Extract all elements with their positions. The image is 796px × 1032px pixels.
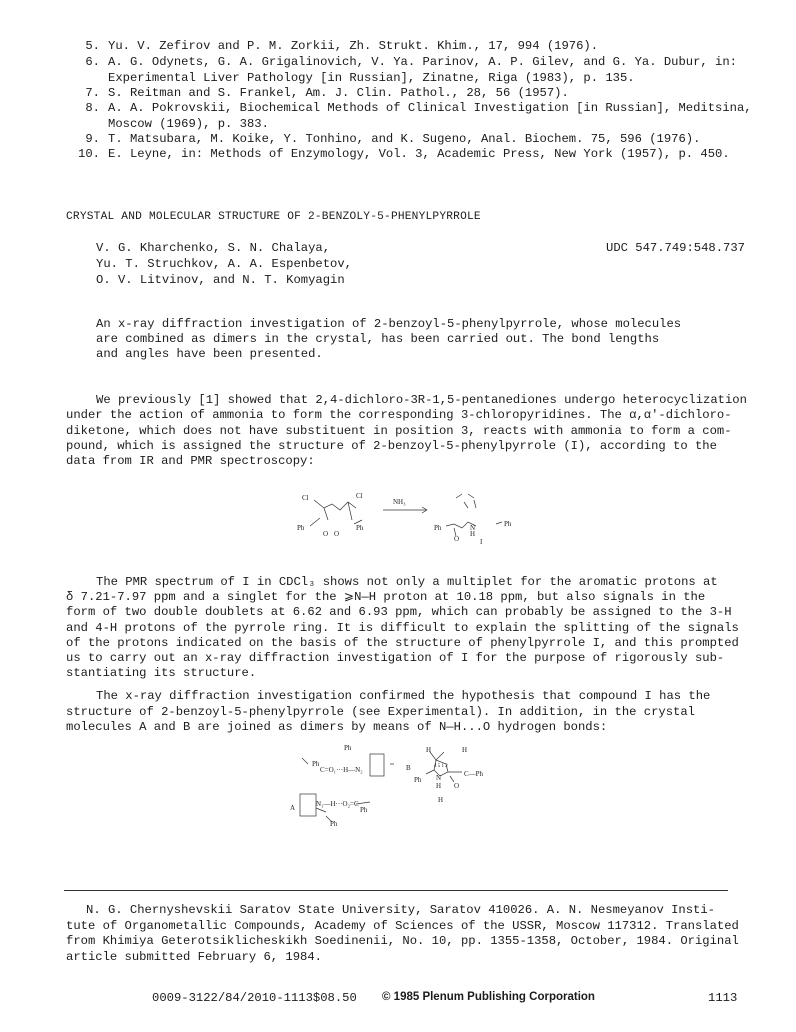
author-line: V. G. Kharchenko, S. N. Chalaya, xyxy=(96,241,331,255)
dimer-scheme: Ph Ph C=O₁···H—N₂ B A N₁—H···O₂=C Ph Ph H H Ph N H C—Ph O H 4 5 1 2 xyxy=(286,742,526,826)
reference-item: 9. T. Matsubara, M. Koike, Y. Tonhino, and K. Sugeno, Anal. Biochem. 75, 596 (1976). xyxy=(85,132,701,146)
reference-item: 6. A. G. Odynets, G. A. Grigalinovich, V. Ya. Parinov, A. P. Gilev, and G. Ya. Dubur, in: Experimental Liver Pathology [in Russian], Zinatne, Riga (1983), p. 135. xyxy=(85,55,737,85)
reference-item: 5. Yu. V. Zefirov and P. M. Zorkii, Zh. Strukt. Khim., 17, 994 (1976). xyxy=(85,39,599,53)
article-code: 0009-3122/84/2010-1113$08.50 xyxy=(152,991,357,1005)
footnote: N. G. Chernyshevskii Saratov State University, Saratov 410026. A. N. Nesmeyanov Insti- tute of Organometallic Compounds, Academy of Sciences of the USSR, Moscow 117312. Translated from Khimiya Geterotsiklicheskikh Soedinenii, No. 10, pp. 1355-1358, October, 1984. Original article submitted February 6, 1984. xyxy=(66,903,739,964)
copyright: © 1985 Plenum Publishing Corporation xyxy=(382,991,595,1003)
udc-code: UDC 547.749:548.737 xyxy=(606,241,745,255)
author-line: Yu. T. Struchkov, A. A. Espenbetov, xyxy=(96,257,352,271)
scheme-bonds xyxy=(296,486,526,546)
dimer-bonds xyxy=(286,742,526,826)
reference-item: 8. A. A. Pokrovskii, Biochemical Methods of Clinical Investigation [in Russian], Meditsina, Moscow (1969), p. 383. xyxy=(85,101,752,131)
reference-item: 10. E. Leyne, in: Methods of Enzymology, Vol. 3, Academic Press, New York (1957), p. 450. xyxy=(78,147,730,161)
reference-item: 7. S. Reitman and S. Frankel, Am. J. Clin. Pathol., 28, 56 (1957). xyxy=(85,86,569,100)
author-line: O. V. Litvinov, and N. T. Komyagin xyxy=(96,273,345,287)
footnote-rule xyxy=(64,890,728,891)
page-number: 1113 xyxy=(708,991,738,1005)
article-title: CRYSTAL AND MOLECULAR STRUCTURE OF 2-BENZOLY-5-PHENYLPYRROLE xyxy=(66,211,481,223)
reaction-scheme: Cl Cl Ph O O Ph NH₃ Ph N H O Ph I xyxy=(296,486,526,546)
